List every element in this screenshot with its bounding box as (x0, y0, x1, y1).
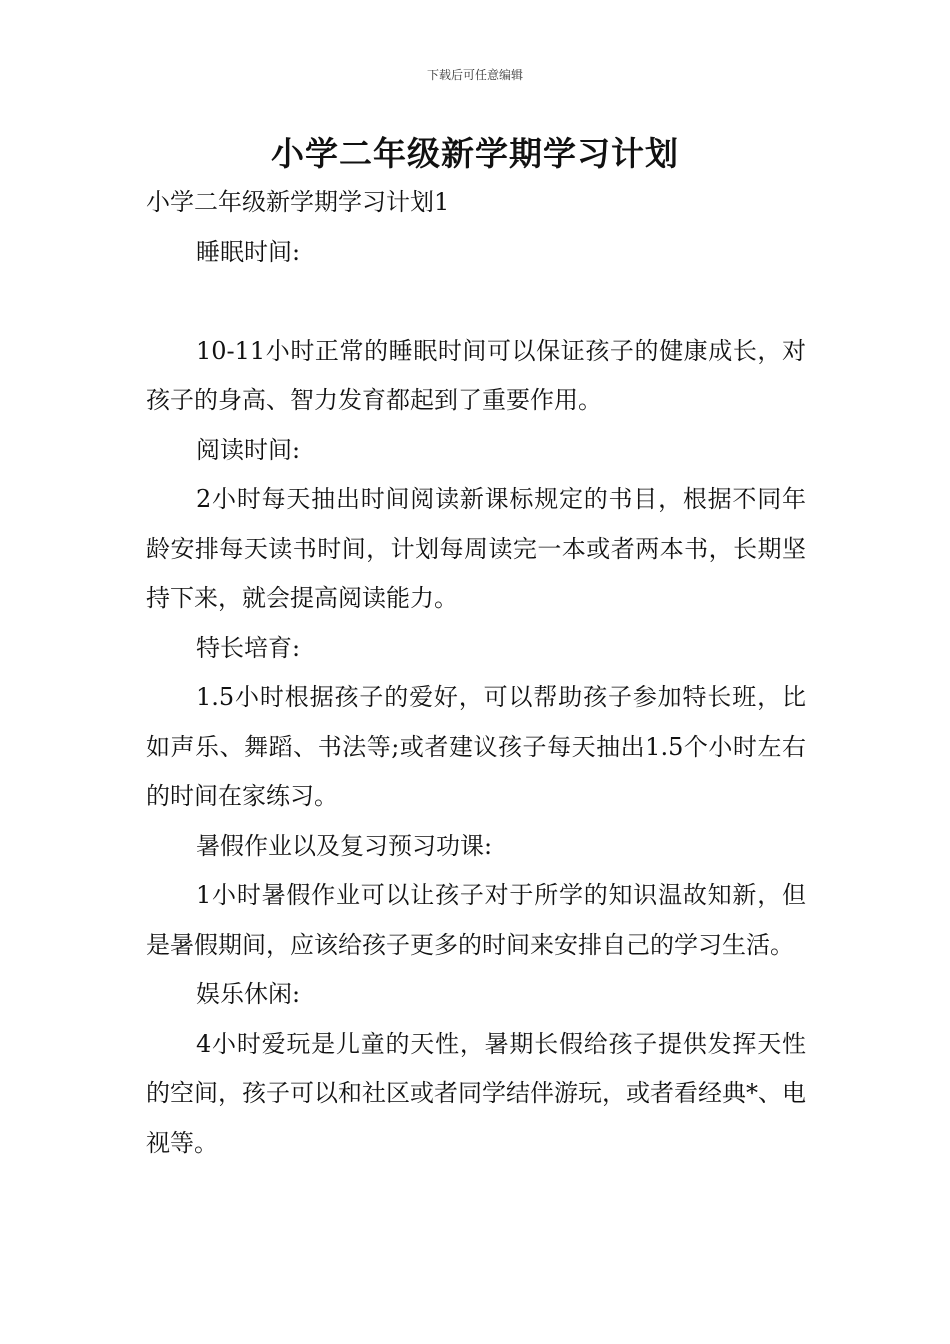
section-text-leisure: 4小时爱玩是儿童的天性，暑期长假给孩子提供发挥天性的空间，孩子可以和社区或者同学结伴游玩，或者看经典*、电视等。 (146, 1029, 806, 1157)
blank-line (146, 277, 806, 327)
section-heading-talent: 特长培育: (196, 633, 301, 662)
section-heading-homework: 暑假作业以及复习预习功课: (196, 831, 493, 860)
document-body (146, 178, 806, 1168)
section-text-talent: 1.5小时根据孩子的爱好，可以帮助孩子参加特长班，比如声乐、舞蹈、书法等;或者建议孩子每天抽出1.5个小时左右的时间在家练习。 (146, 683, 806, 810)
section-heading-sleep: 睡眠时间: (196, 237, 301, 266)
section-text-sleep: 10-11小时正常的睡眠时间可以保证孩子的健康成长，对孩子的身高、智力发育都起到了重要作用。 (146, 336, 806, 414)
header-note: 下载后可任意编辑 (426, 68, 523, 82)
document-title: 小学二年级新学期学习计划 (271, 134, 679, 173)
section-heading-reading: 阅读时间: (196, 435, 301, 464)
document-subtitle: 小学二年级新学期学习计划1 (146, 188, 450, 216)
section-heading-leisure: 娱乐休闲: (196, 980, 301, 1008)
section-text-homework: 1小时暑假作业可以让孩子对于所学的知识温故知新，但是暑假期间，应该给孩子更多的时间来安排自己的学习生活。 (146, 881, 806, 959)
section-text-reading: 2小时每天抽出时间阅读新课标规定的书目，根据不同年龄安排每天读书时间，计划每周读完一本或者两本书，长期坚持下来，就会提高阅读能力。 (146, 485, 806, 612)
